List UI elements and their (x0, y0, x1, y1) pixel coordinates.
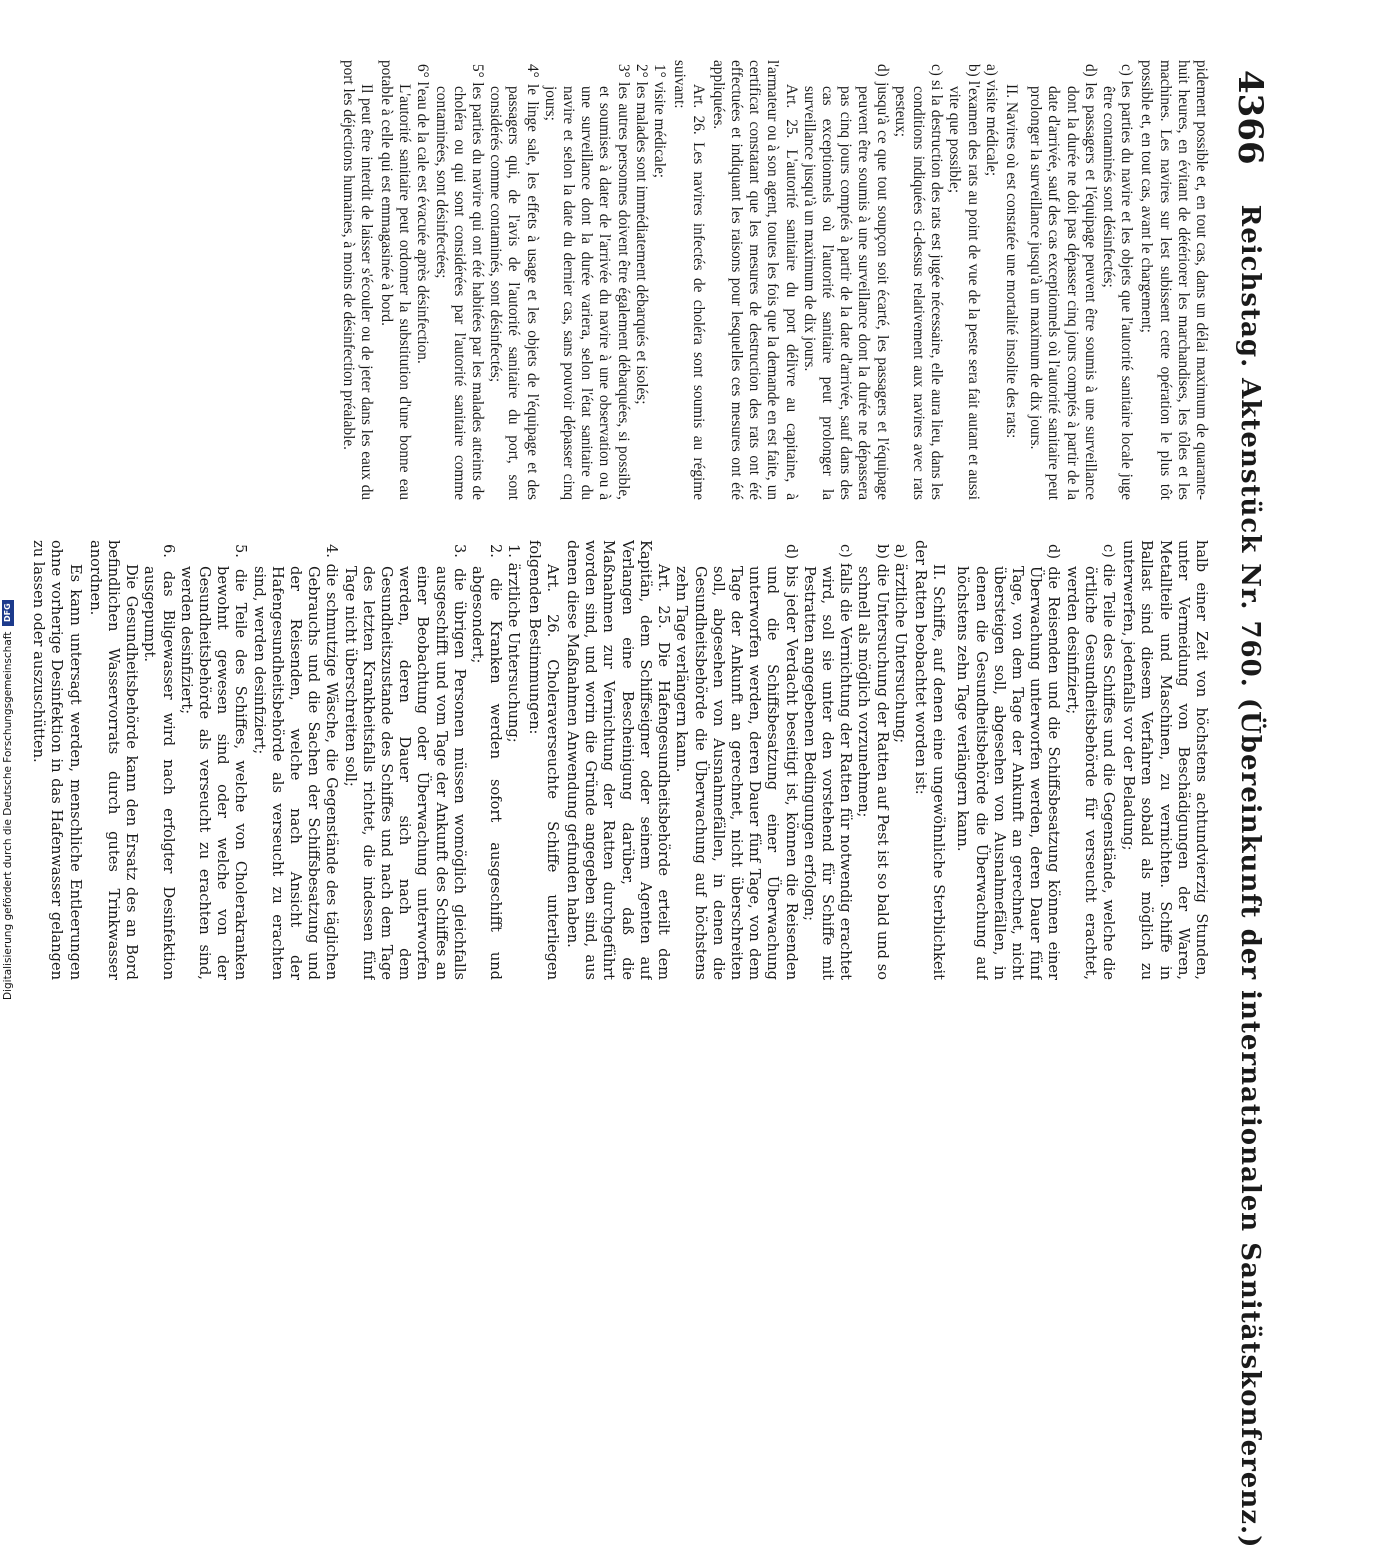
de-para-0: halb einer Zeit von höchstens achtundvierzig Stunden, unter Vermeidung von Beschädigungen der Waren, Metallteile und Maschinen, zu vernichten. Schiffe in Ballast sind diesem Verfahren sobald als möglich zu unterwerfen, jedenfalls vor der Beladung; (1120, 540, 1210, 980)
fr-item-11: 2° les malades sont immédiatement débarqués et isolés; (632, 64, 650, 405)
de-item-2: d) die Reisenden und die Schiffsbesatzung können einer Überwachung unterworfen werden, deren Dauer fünf Tage, von dem Tage der Ankunft an gerechnet, nicht übersteigen soll, abgesehen von Ausnahmefällen, in denen die Gesundheitsbehörde die Überwachung auf höchstens zehn Tage verlängern kann. (954, 544, 1063, 980)
fr-indent-8: Art. 25. L'autorité sanitaire du port délivre au capitaine, à l'armateur ou à son agent, toutes les fois que la demande en est faite, un certificat constatant que les mesures de destruction des rats ont été effectuées et indiquant les raisons pour lesquelles ces mesures ont été appliquées. (709, 60, 800, 500)
fr-item-4: a) visite médicale; (982, 64, 1000, 177)
fr-item-6: c) si la destruction des rats est jugée nécessaire, elle aura lieu, dans les conditions indiquées ci-dessus relativement aux navires avec rats pesteux; (891, 64, 946, 500)
fr-indent-9: Art. 26. Les navires infectés de choléra sont soumis au régime suivant: (671, 60, 707, 500)
de-item-11: 2. die Kranken werden sofort ausgeschifft und abgesondert; (469, 544, 505, 980)
de-item-1: c) die Teile des Schiffes und die Gegenstände, welche die örtliche Gesundheitsbehörde für verseucht erachtet, werden desinfiziert; (1063, 544, 1117, 980)
fr-item-2: d) les passagers et l'équipage peuvent être soumis à une surveillance dont la durée ne doit pas dépasser cinq jours comptés à partir de la date d'arrivée, sauf des cas exceptionnels où l'autorité sanitaire peut prolonger la surveillance jusqu'à un maximum de dix jours. (1027, 64, 1099, 500)
de-item-15: 6. das Bilgewasser wird nach erfolgter Desinfektion ausgepumpt. (141, 544, 177, 980)
de-item-4: a) ärztliche Untersuchung; (891, 544, 909, 744)
de-item-6: c) falls die Vernichtung der Ratten für notwendig erachtet wird, soll sie unter den vorstehend für Schiffe mit Pestratten angegebenen Bedingungen erfolgen; (800, 544, 855, 980)
fr-item-14: 5° les parties du navire qui ont été habitées par les malades atteints de choléra ou qui sont considérées par l'autorité sanitaire comme contaminées, sont désinfectées; (432, 64, 487, 500)
fr-para-0: pidement possible et, en tout cas, dans un délai maximum de quarante-huit heures, en évitant de détériorer les marchandises, les tôles et les machines. Les navires sur lest subissent cette opération le plus tôt possible et, en tout cas, avant le chargement; (1138, 60, 1210, 500)
fr-indent-16: L'autorité sanitaire peut ordonner la substitution d'une bonne eau potable à celle qui est emmagasinée à bord. (378, 60, 414, 500)
de-item-10: 1. ärztliche Untersuchung; (505, 544, 523, 743)
dfg-logo: DFG (2, 600, 14, 626)
de-indent-16: Die Gesundheitsbehörde kann den Ersatz des an Bord befindlichen Wasservorrats durch gutes Trinkwasser anordnen. (86, 540, 141, 980)
de-item-13: 4. die schmutzige Wäsche, die Gegenstände des täglichen Gebrauchs und die Sachen der Schiffsbesatzung und der Reisenden, welche nach Ansicht der Hafengesundheitsbehörde als verseucht zu erachten sind, werden desinfiziert; (250, 544, 341, 980)
fr-item-15: 6° l'eau de la cale est évacuée après désinfection. (414, 64, 432, 364)
fr-item-12: 3° les autres personnes doivent être également débarquées, si possible, et soumises à dater de l'arrivée du navire à une observation ou à une surveillance dont la durée variera, selon l'état sanitaire du navire et selon la date du dernier cas, sans pouvoir dépasser cinq jours; (541, 64, 632, 500)
page-header (1220, 70, 1280, 1548)
fr-heading-3: II. Navires où est constatée une mortalité insolite des rats: (1002, 84, 1020, 439)
de-indent-8: Art. 25. Die Hafengesundheitsbehörde erteilt dem Kapitän, dem Schiffseigner oder seinem Agenten auf Verlangen eine Bescheinigung darüber, daß die Maßnahmen zur Vernichtung der Ratten durchgeführt worden sind, und worin die Gründe angegeben sind, aus denen diese Maßnahmen Anwendung gefunden haben. (564, 540, 673, 980)
digitization-watermark (2, 600, 14, 1000)
fr-item-1: c) les parties du navire et les objets que l'autorité sanitaire locale juge être contaminés sont désinfectés; (1099, 64, 1136, 500)
watermark-text: Digitalisierung gefördert durch die Deutsche Forschungsgemeinschaft (2, 631, 14, 1000)
de-heading-3: II. Schiffe, auf denen eine ungewöhnliche Sterblichkeit der Ratten beobachtet worden ist: (911, 540, 948, 980)
fr-item-10: 1° visite médicale; (651, 64, 669, 179)
de-indent-9: Art. 26. Choleraverseuchte Schiffe unterliegen folgenden Bestimmungen: (525, 540, 561, 980)
de-indent-17: Es kann untersagt werden, menschliche Entleerungen ohne vorherige Desinfektion in das Hafenwasser gelangen zu lassen oder auszuschütten. (30, 540, 84, 980)
de-item-7: d) bis jeder Verdacht beseitigt ist, können die Reisenden und die Schiffsbesatzung einer Überwachung unterworfen werden, deren Dauer fünf Tage, von dem Tage der Ankunft an gerechnet, nicht überschreiten soll, abgesehen von Ausnahmefällen, in denen die Gesundheitsbehörde die Überwachung auf höchstens zehn Tage verlängern kann. (673, 544, 800, 980)
french-text-column (10, 60, 1210, 500)
fr-item-7: d) jusqu'à ce que tout soupçon soit écarté, les passagers et l'équipage peuvent être soumis à une surveillance dont la durée ne dépassera pas cinq jours comptés à partir de la date d'arrivée, sauf dans des cas exceptionnels où l'autorité sanitaire peut prolonger la surveillance jusqu'à un maximum de dix jours. (800, 64, 891, 500)
german-text-column (10, 540, 1210, 980)
fr-item-5: b) l'examen des rats au point de vue de la peste sera fait autant et aussi vite que possible; (946, 64, 982, 500)
fr-item-13: 4° le linge sale, les effets à usage et les objets de l'équipage et des passagers qui, de l'avis de l'autorité sanitaire du port, sont considérés comme contaminés, sont désinfectés; (487, 64, 541, 500)
fr-indent-17: Il peut être interdit de laisser s'écouler ou de jeter dans les eaux du port les déjections humaines, à moins de désinfection préalable. (339, 60, 375, 500)
page-number: 4366 (1230, 70, 1270, 165)
de-item-12: 3. die übrigen Personen müssen womöglich gleichfalls ausgeschifft und vom Tage der Ankunft des Schiffes an einer Beobachtung oder Überwachung unterworfen werden, deren Dauer sich nach dem Gesundheitszustande des Schiffes und nach dem Tage des letzten Krankheitsfalls richtet, die indessen fünf Tage nicht überschreiten soll; (341, 544, 468, 980)
page-title: Reichstag. Aktenstück Nr. 760. (Übereinkunft der internationalen Sanitätskonferenz.) (1235, 204, 1265, 1548)
de-item-14: 5. die Teile des Schiffes, welche von Cholerakranken bewohnt gewesen sind oder welche von der Gesundheitsbehörde als verseucht zu erachten sind, werden desinfiziert; (177, 544, 250, 980)
de-item-5: b) die Untersuchung der Ratten auf Pest ist so bald und so schnell als möglich vorzunehmen; (855, 544, 891, 980)
